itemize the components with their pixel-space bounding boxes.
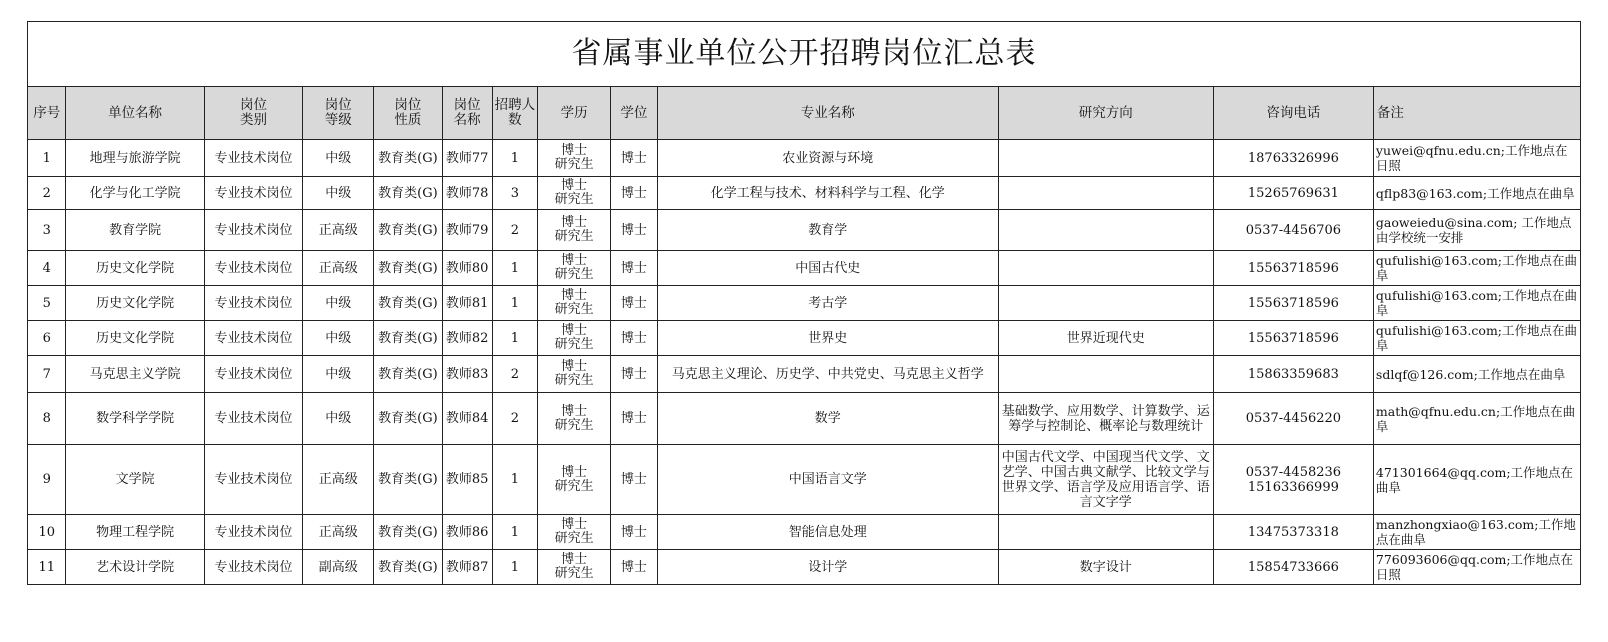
- cell-degree: 博士: [611, 210, 658, 251]
- cell-nature: 教育类(G): [374, 251, 443, 286]
- cell-post: 教师77: [442, 140, 492, 177]
- cell-count: 1: [492, 550, 538, 585]
- cell-research: 基础数学、应用数学、计算数学、运筹学与控制论、概率论与数理统计: [998, 393, 1213, 445]
- table-title: 省属事业单位公开招聘岗位汇总表: [28, 22, 1581, 87]
- cell-count: 2: [492, 393, 538, 445]
- cell-post: 教师81: [442, 286, 492, 321]
- header-edu: 学历: [538, 87, 611, 140]
- cell-degree: 博士: [611, 140, 658, 177]
- cell-edu: 博士 研究生: [538, 445, 611, 515]
- cell-seq: 3: [28, 210, 66, 251]
- cell-edu: 博士 研究生: [538, 286, 611, 321]
- cell-research: [998, 177, 1213, 210]
- cell-nature: 教育类(G): [374, 177, 443, 210]
- cell-seq: 8: [28, 393, 66, 445]
- cell-edu: 博士 研究生: [538, 210, 611, 251]
- cell-degree: 博士: [611, 356, 658, 393]
- cell-nature: 教育类(G): [374, 515, 443, 550]
- cell-post: 教师78: [442, 177, 492, 210]
- cell-phone: 15563718596: [1213, 251, 1373, 286]
- cell-level: 中级: [303, 140, 374, 177]
- cell-post: 教师79: [442, 210, 492, 251]
- cell-unit: 物理工程学院: [66, 515, 204, 550]
- table-row: [28, 393, 1581, 445]
- header-seq: 序号: [28, 87, 66, 140]
- cell-major: 智能信息处理: [657, 515, 998, 550]
- cell-major: 教育学: [657, 210, 998, 251]
- cell-category: 专业技术岗位: [204, 445, 303, 515]
- cell-unit: 历史文化学院: [66, 286, 204, 321]
- header-research: 研究方向: [998, 87, 1213, 140]
- cell-unit: 教育学院: [66, 210, 204, 251]
- cell-unit: 文学院: [66, 445, 204, 515]
- cell-count: 2: [492, 210, 538, 251]
- header-degree: 学位: [611, 87, 658, 140]
- cell-nature: 教育类(G): [374, 210, 443, 251]
- cell-phone: 15863359683: [1213, 356, 1373, 393]
- table-body: [28, 140, 1581, 585]
- cell-category: 专业技术岗位: [204, 550, 303, 585]
- cell-nature: 教育类(G): [374, 140, 443, 177]
- cell-seq: 4: [28, 251, 66, 286]
- cell-major: 化学工程与技术、材料科学与工程、化学: [657, 177, 998, 210]
- cell-level: 中级: [303, 356, 374, 393]
- cell-research: 世界近现代史: [998, 321, 1213, 356]
- cell-note: gaoweiedu@sina.com; 工作地点由学校统一安排: [1373, 210, 1580, 251]
- table-row: [28, 356, 1581, 393]
- cell-research: [998, 515, 1213, 550]
- cell-degree: 博士: [611, 550, 658, 585]
- cell-nature: 教育类(G): [374, 286, 443, 321]
- cell-major: 农业资源与环境: [657, 140, 998, 177]
- cell-unit: 化学与化工学院: [66, 177, 204, 210]
- header-note: 备注: [1373, 87, 1580, 140]
- header-category: 岗位 类别: [204, 87, 303, 140]
- cell-level: 正高级: [303, 210, 374, 251]
- cell-note: qufulishi@163.com;工作地点在曲阜: [1373, 286, 1580, 321]
- cell-post: 教师84: [442, 393, 492, 445]
- table-row: [28, 515, 1581, 550]
- cell-seq: 9: [28, 445, 66, 515]
- header-major: 专业名称: [657, 87, 998, 140]
- cell-seq: 11: [28, 550, 66, 585]
- cell-post: 教师86: [442, 515, 492, 550]
- cell-phone: 15265769631: [1213, 177, 1373, 210]
- cell-nature: 教育类(G): [374, 356, 443, 393]
- cell-major: 世界史: [657, 321, 998, 356]
- header-level: 岗位 等级: [303, 87, 374, 140]
- cell-research: [998, 356, 1213, 393]
- cell-edu: 博士 研究生: [538, 550, 611, 585]
- cell-unit: 地理与旅游学院: [66, 140, 204, 177]
- table-row: [28, 321, 1581, 356]
- cell-count: 1: [492, 515, 538, 550]
- cell-phone: 0537-4456706: [1213, 210, 1373, 251]
- table-row: [28, 210, 1581, 251]
- header-count: 招聘人 数: [492, 87, 538, 140]
- cell-seq: 7: [28, 356, 66, 393]
- cell-research: [998, 286, 1213, 321]
- cell-phone: 18763326996: [1213, 140, 1373, 177]
- table-row: [28, 286, 1581, 321]
- cell-category: 专业技术岗位: [204, 177, 303, 210]
- cell-category: 专业技术岗位: [204, 251, 303, 286]
- cell-phone: 15563718596: [1213, 286, 1373, 321]
- cell-nature: 教育类(G): [374, 321, 443, 356]
- cell-count: 1: [492, 286, 538, 321]
- cell-seq: 10: [28, 515, 66, 550]
- header-unit: 单位名称: [66, 87, 204, 140]
- cell-note: sdlqf@126.com;工作地点在曲阜: [1373, 356, 1580, 393]
- cell-count: 1: [492, 140, 538, 177]
- cell-level: 副高级: [303, 550, 374, 585]
- cell-unit: 数学科学学院: [66, 393, 204, 445]
- cell-research: 数字设计: [998, 550, 1213, 585]
- cell-phone: 13475373318: [1213, 515, 1373, 550]
- cell-edu: 博士 研究生: [538, 321, 611, 356]
- cell-degree: 博士: [611, 177, 658, 210]
- cell-research: 中国古代文学、中国现当代文学、文艺学、中国古典文献学、比较文学与世界文学、语言学及应用语言学、语言文字学: [998, 445, 1213, 515]
- cell-level: 正高级: [303, 251, 374, 286]
- cell-category: 专业技术岗位: [204, 286, 303, 321]
- cell-count: 1: [492, 251, 538, 286]
- cell-note: qflp83@163.com;工作地点在曲阜: [1373, 177, 1580, 210]
- cell-edu: 博士 研究生: [538, 251, 611, 286]
- cell-edu: 博士 研究生: [538, 356, 611, 393]
- cell-degree: 博士: [611, 286, 658, 321]
- recruitment-table-container: [27, 21, 1581, 585]
- cell-post: 教师83: [442, 356, 492, 393]
- cell-unit: 历史文化学院: [66, 321, 204, 356]
- cell-degree: 博士: [611, 251, 658, 286]
- cell-level: 中级: [303, 393, 374, 445]
- cell-level: 正高级: [303, 445, 374, 515]
- cell-level: 正高级: [303, 515, 374, 550]
- table-row: [28, 550, 1581, 585]
- cell-level: 中级: [303, 321, 374, 356]
- cell-degree: 博士: [611, 515, 658, 550]
- cell-post: 教师82: [442, 321, 492, 356]
- recruitment-table: [27, 21, 1581, 585]
- cell-major: 数学: [657, 393, 998, 445]
- cell-major: 考古学: [657, 286, 998, 321]
- cell-edu: 博士 研究生: [538, 140, 611, 177]
- cell-category: 专业技术岗位: [204, 393, 303, 445]
- cell-note: yuwei@qfnu.edu.cn;工作地点在日照: [1373, 140, 1580, 177]
- cell-major: 中国语言文学: [657, 445, 998, 515]
- cell-unit: 艺术设计学院: [66, 550, 204, 585]
- cell-note: math@qfnu.edu.cn;工作地点在曲阜: [1373, 393, 1580, 445]
- header-phone: 咨询电话: [1213, 87, 1373, 140]
- cell-category: 专业技术岗位: [204, 515, 303, 550]
- table-row: [28, 445, 1581, 515]
- cell-count: 1: [492, 445, 538, 515]
- cell-nature: 教育类(G): [374, 550, 443, 585]
- cell-count: 3: [492, 177, 538, 210]
- cell-edu: 博士 研究生: [538, 393, 611, 445]
- cell-degree: 博士: [611, 321, 658, 356]
- cell-unit: 历史文化学院: [66, 251, 204, 286]
- cell-note: qufulishi@163.com;工作地点在曲阜: [1373, 321, 1580, 356]
- cell-major: 设计学: [657, 550, 998, 585]
- cell-unit: 马克思主义学院: [66, 356, 204, 393]
- cell-degree: 博士: [611, 445, 658, 515]
- header-post: 岗位 名称: [442, 87, 492, 140]
- header-nature: 岗位 性质: [374, 87, 443, 140]
- cell-note: 776093606@qq.com;工作地点在日照: [1373, 550, 1580, 585]
- cell-note: manzhongxiao@163.com;工作地点在曲阜: [1373, 515, 1580, 550]
- cell-research: [998, 210, 1213, 251]
- cell-seq: 5: [28, 286, 66, 321]
- cell-level: 中级: [303, 286, 374, 321]
- cell-seq: 2: [28, 177, 66, 210]
- cell-count: 1: [492, 321, 538, 356]
- cell-phone: 15563718596: [1213, 321, 1373, 356]
- cell-category: 专业技术岗位: [204, 140, 303, 177]
- cell-category: 专业技术岗位: [204, 210, 303, 251]
- cell-degree: 博士: [611, 393, 658, 445]
- header-row: [28, 87, 1581, 140]
- cell-note: 471301664@qq.com;工作地点在曲阜: [1373, 445, 1580, 515]
- table-row: [28, 177, 1581, 210]
- table-row: [28, 251, 1581, 286]
- cell-count: 2: [492, 356, 538, 393]
- cell-level: 中级: [303, 177, 374, 210]
- cell-major: 马克思主义理论、历史学、中共党史、马克思主义哲学: [657, 356, 998, 393]
- cell-post: 教师80: [442, 251, 492, 286]
- cell-seq: 1: [28, 140, 66, 177]
- cell-edu: 博士 研究生: [538, 177, 611, 210]
- cell-nature: 教育类(G): [374, 393, 443, 445]
- cell-research: [998, 140, 1213, 177]
- cell-phone: 15854733666: [1213, 550, 1373, 585]
- cell-phone: 0537-4458236 15163366999: [1213, 445, 1373, 515]
- cell-major: 中国古代史: [657, 251, 998, 286]
- cell-post: 教师85: [442, 445, 492, 515]
- cell-category: 专业技术岗位: [204, 356, 303, 393]
- cell-post: 教师87: [442, 550, 492, 585]
- table-row: [28, 140, 1581, 177]
- cell-note: qufulishi@163.com;工作地点在曲阜: [1373, 251, 1580, 286]
- cell-edu: 博士 研究生: [538, 515, 611, 550]
- cell-phone: 0537-4456220: [1213, 393, 1373, 445]
- cell-seq: 6: [28, 321, 66, 356]
- cell-nature: 教育类(G): [374, 445, 443, 515]
- cell-category: 专业技术岗位: [204, 321, 303, 356]
- cell-research: [998, 251, 1213, 286]
